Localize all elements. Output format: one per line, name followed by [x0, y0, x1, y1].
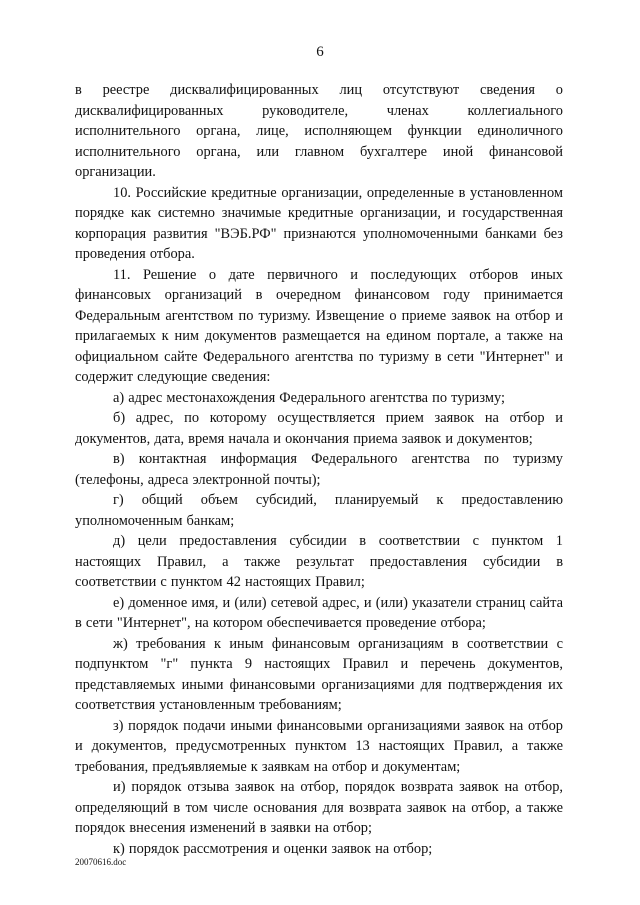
page-number: 6: [316, 44, 324, 60]
subitem-v: в) контактная информация Федерального агентства по туризму (телефоны, адреса электронной почты);: [75, 451, 563, 488]
paragraph-item-11: 11. Решение о дате первичного и последующих отборов иных финансовых организаций в очередном финансовом году принимается Федеральным агентством по туризму. Извещение о приеме заявок на отбор и прилагаемых к ним документов размещается на едином портале, а также на официальном сайте Федерального агентства по туризму в сети "Интернет" и содержит следующие сведения:: [75, 266, 563, 385]
document-body: [75, 80, 563, 859]
footer-filename: 20070616.doc: [75, 857, 127, 867]
subitem-zh: ж) требования к иным финансовым организациям в соответствии с подпунктом "г" пункта 9 настоящих Правил и перечень документов, представляемых иными финансовыми организациями для подтверждения их соответствия установленным требованиям;: [75, 635, 563, 713]
subitem-i: и) порядок отзыва заявок на отбор, порядок возврата заявок на отбор, определяющий в том числе основания для возврата заявок на отбор, а также порядок внесения изменений в заявки на отбор;: [75, 779, 563, 836]
paragraph-continuation: в реестре дисквалифицированных лиц отсутствуют сведения о дисквалифицированных руководителе, членах коллегиального исполнительного органа, лице, исполняющем функции единоличного исполнительного органа, или главном бухгалтере иной финансовой организации.: [75, 82, 563, 180]
subitem-g: г) общий объем субсидий, планируемый к предоставлению уполномоченным банкам;: [75, 492, 563, 529]
subitem-e: е) доменное имя, и (или) сетевой адрес, и (или) указатели страниц сайта в сети "Интернет", на котором обеспечивается проведение отбора;: [75, 594, 563, 631]
subitem-z: з) порядок подачи иными финансовыми организациями заявок на отбор и документов, предусмотренных пунктом 13 настоящих Правил, а также требования, предъявляемые к заявкам на отбор и документам;: [75, 717, 563, 775]
subitem-a: а) адрес местонахождения Федерального агентства по туризму;: [113, 389, 505, 406]
subitem-k: к) порядок рассмотрения и оценки заявок на отбор;: [113, 840, 433, 857]
paragraph-item-10: 10. Российские кредитные организации, определенные в установленном порядке как системно значимые кредитные организации, и государственная корпорация развития "ВЭБ.РФ" признаются уполномоченными банками без проведения отбора.: [75, 184, 563, 262]
subitem-d: д) цели предоставления субсидии в соответствии с пунктом 1 настоящих Правил, а также результат предоставления субсидии в соответствии с пунктом 42 настоящих Правил;: [75, 533, 563, 590]
subitem-b: б) адрес, по которому осуществляется прием заявок на отбор и документов, дата, время начала и окончания приема заявок и документов;: [75, 410, 563, 447]
